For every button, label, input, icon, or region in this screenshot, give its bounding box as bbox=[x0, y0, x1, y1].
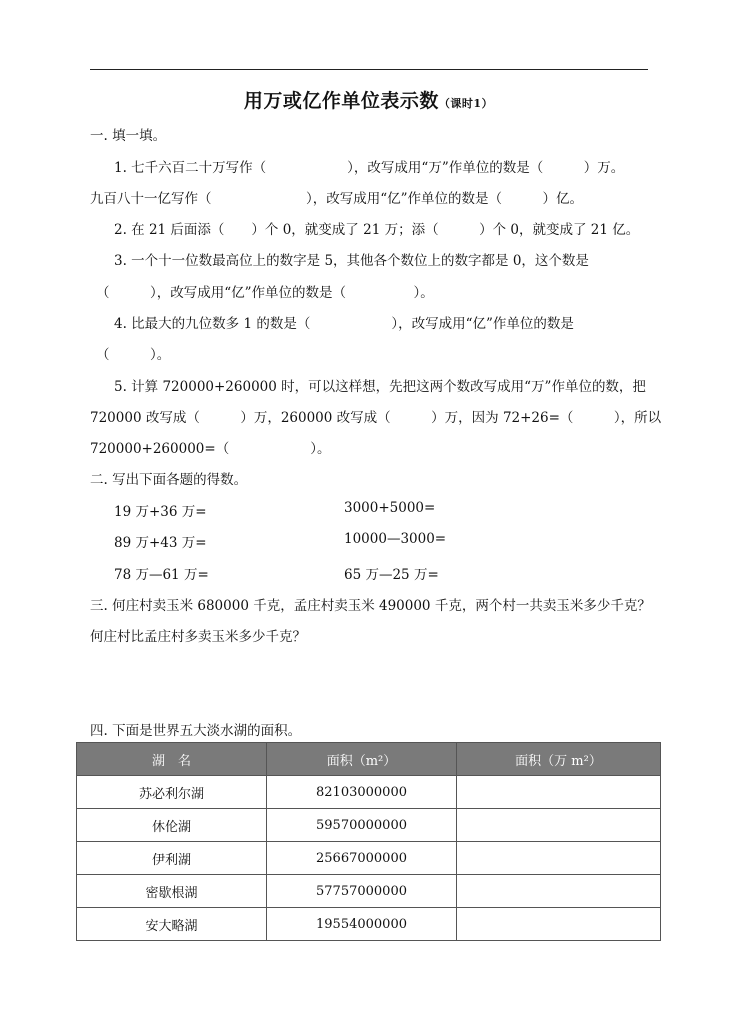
answer-cell[interactable] bbox=[457, 842, 661, 875]
question-1-line-1: 1. 七千六百二十万写作（ ），改写成用“万”作单位的数是（ ）万。 bbox=[114, 160, 625, 176]
question-4-line-1: 4. 比最大的九位数多 1 的数是（ ），改写成用“亿”作单位的数是 bbox=[114, 316, 574, 332]
question-5-line-1: 5. 计算 720000+260000 时，可以这样想，先把这两个数改写成用“万”作单位的数，把 bbox=[114, 379, 646, 395]
table-row bbox=[77, 875, 661, 908]
answer-cell[interactable] bbox=[457, 776, 661, 809]
question-5-line-3: 720000+260000=（ ）。 bbox=[90, 441, 331, 457]
section-2-heading: 二. 写出下面各题的得数。 bbox=[90, 472, 248, 488]
answer-cell[interactable] bbox=[457, 809, 661, 842]
question-2: 2. 在 21 后面添（ ）个 0，就变成了 21 万；添（ ）个 0，就变成了 21 亿。 bbox=[114, 222, 640, 238]
table-row bbox=[77, 908, 661, 941]
area-cell: 25667000000 bbox=[267, 842, 457, 875]
question-3-line-1: 3. 一个十一位数最高位上的数字是 5，其他各个数位上的数字都是 0，这个数是 bbox=[114, 253, 589, 269]
calc-item: 3000+5000= bbox=[344, 500, 436, 516]
question-5-line-2: 720000 改写成（ ）万，260000 改写成（ ）万，因为 72+26=（ ），所以 bbox=[90, 410, 662, 426]
lake-area-table bbox=[76, 742, 661, 941]
table-row bbox=[77, 776, 661, 809]
column-header-area-wan-m2: 面积（万 m²） bbox=[457, 743, 661, 776]
answer-cell[interactable] bbox=[457, 908, 661, 941]
table-header-row bbox=[77, 743, 661, 776]
area-cell: 82103000000 bbox=[267, 776, 457, 809]
area-cell: 57757000000 bbox=[267, 875, 457, 908]
table-row bbox=[77, 842, 661, 875]
calc-item: 10000—3000= bbox=[344, 531, 447, 547]
table-row bbox=[77, 809, 661, 842]
calc-item: 19 万+36 万= bbox=[114, 504, 207, 520]
question-1-line-2: 九百八十一亿写作（ ），改写成用“亿”作单位的数是（ ）亿。 bbox=[90, 191, 584, 207]
column-header-area-m2: 面积（m²） bbox=[267, 743, 457, 776]
column-header-lake-name: 湖 名 bbox=[77, 743, 267, 776]
section-1-heading: 一. 填一填。 bbox=[90, 128, 167, 144]
section-4-heading: 四. 下面是世界五大淡水湖的面积。 bbox=[90, 723, 302, 739]
area-cell: 19554000000 bbox=[267, 908, 457, 941]
calc-item: 65 万—25 万= bbox=[344, 567, 439, 583]
calc-item: 89 万+43 万= bbox=[114, 535, 207, 551]
lake-name-cell: 苏必利尔湖 bbox=[77, 776, 267, 809]
answer-cell[interactable] bbox=[457, 875, 661, 908]
lake-name-cell: 休伦湖 bbox=[77, 809, 267, 842]
calc-item: 78 万—61 万= bbox=[114, 567, 209, 583]
section-3-line-2: 何庄村比孟庄村多卖玉米多少千克？ bbox=[90, 629, 306, 645]
title-text: 用万或亿作单位表示数 bbox=[243, 90, 439, 112]
question-3-line-2: （ ），改写成用“亿”作单位的数是（ ）。 bbox=[96, 285, 434, 301]
header-rule bbox=[90, 69, 648, 70]
lake-name-cell: 伊利湖 bbox=[77, 842, 267, 875]
page-title bbox=[0, 86, 737, 113]
area-cell: 59570000000 bbox=[267, 809, 457, 842]
lake-name-cell: 密歇根湖 bbox=[77, 875, 267, 908]
lake-name-cell: 安大略湖 bbox=[77, 908, 267, 941]
title-lesson-tag: （课时1） bbox=[438, 97, 494, 110]
section-3-line-1: 三. 何庄村卖玉米 680000 千克，孟庄村卖玉米 490000 千克，两个村一共卖玉米多少千克？ bbox=[90, 598, 651, 614]
question-4-line-2: （ ）。 bbox=[96, 347, 171, 363]
